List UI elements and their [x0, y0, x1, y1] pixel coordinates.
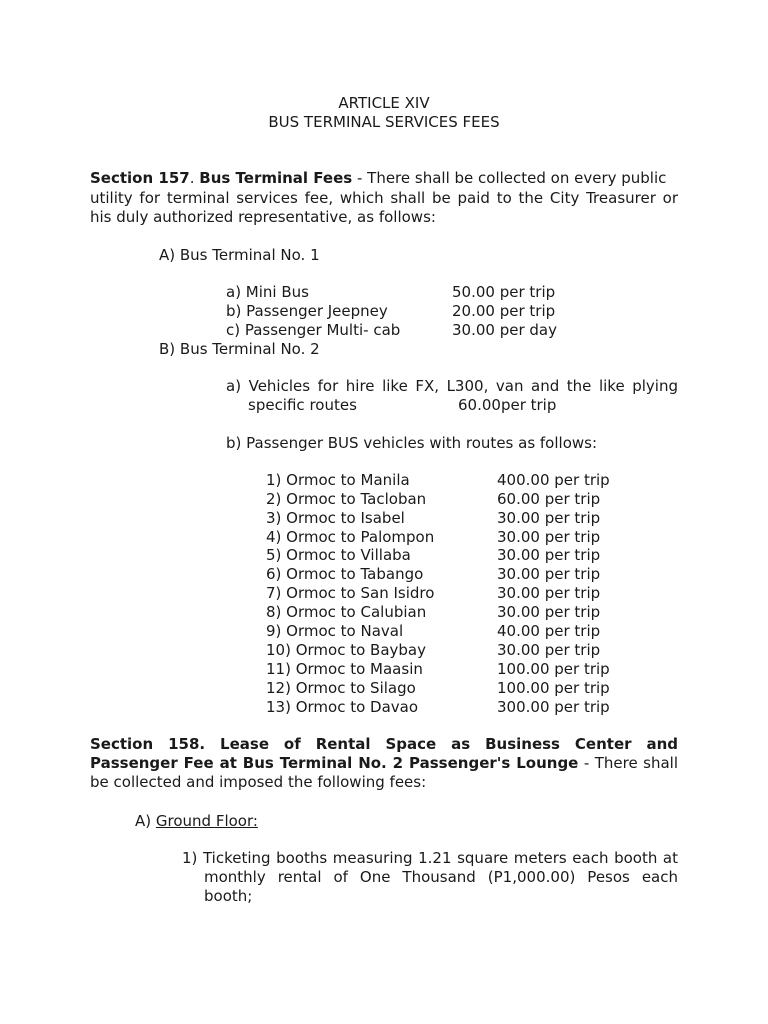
- section-157-line: utility for terminal services fee, which shall be paid to the City Treasurer or: [90, 189, 678, 207]
- route-fee: 400.00 per trip: [497, 471, 610, 489]
- section-157-line: his duly authorized representative, as follows:: [90, 208, 436, 226]
- route-fee: 100.00 per trip: [497, 660, 610, 678]
- ground-floor-title: Ground Floor:: [155, 812, 258, 830]
- route-fee: 30.00 per trip: [497, 603, 601, 621]
- terminal-1-label: A) Bus Terminal No. 1: [159, 246, 320, 264]
- fee-item-name: a) Mini Bus: [226, 283, 309, 301]
- ticketing-booth-line: booth;: [204, 887, 253, 905]
- route-name: 7) Ormoc to San Isidro: [266, 584, 435, 602]
- route-fee: 30.00 per trip: [497, 546, 601, 564]
- route-name: 12) Ormoc to Silago: [266, 679, 416, 697]
- route-name: 6) Ormoc to Tabango: [266, 565, 424, 583]
- vehicles-for-hire-line: specific routes: [248, 396, 357, 414]
- section-158-line: be collected and imposed the following fees:: [90, 773, 427, 791]
- route-name: 11) Ormoc to Maasin: [266, 660, 423, 678]
- ticketing-booth-line: monthly rental of One Thousand (P1,000.00) Pesos each: [204, 868, 678, 886]
- bus-routes-intro: b) Passenger BUS vehicles with routes as follows:: [226, 434, 598, 452]
- route-fee: 30.00 per trip: [497, 565, 601, 583]
- article-number: ARTICLE XIV: [338, 94, 430, 112]
- route-fee: 60.00 per trip: [497, 490, 601, 508]
- fee-item-amount: 50.00 per trip: [452, 283, 556, 301]
- ticketing-booth-line: 1) Ticketing booths measuring 1.21 square meters each booth at: [182, 849, 678, 867]
- section-158-line: Passenger Fee at Bus Terminal No. 2 Passenger's Lounge - There shall: [90, 754, 678, 772]
- terminal-2-label: B) Bus Terminal No. 2: [159, 340, 320, 358]
- route-name: 2) Ormoc to Tacloban: [266, 490, 427, 508]
- section-158-heading: Section 158. Lease of Rental Space as Business Center and: [90, 735, 678, 753]
- section-157-title: Bus Terminal Fees: [199, 169, 353, 187]
- route-name: 3) Ormoc to Isabel: [266, 509, 405, 527]
- route-name: 1) Ormoc to Manila: [266, 471, 410, 489]
- route-fee: 40.00 per trip: [497, 622, 601, 640]
- route-name: 5) Ormoc to Villaba: [266, 546, 411, 564]
- fee-item-name: c) Passenger Multi- cab: [226, 321, 401, 339]
- route-fee: 30.00 per trip: [497, 528, 601, 546]
- route-name: 8) Ormoc to Calubian: [266, 603, 427, 621]
- article-title: BUS TERMINAL SERVICES FEES: [268, 113, 500, 131]
- route-fee: 30.00 per trip: [497, 584, 601, 602]
- route-name: 10) Ormoc to Baybay: [266, 641, 426, 659]
- route-name: 13) Ormoc to Davao: [266, 698, 419, 716]
- fee-item-amount: 30.00 per day: [452, 321, 557, 339]
- section-157-first-line: Section 157. Bus Terminal Fees - There shall be collected on every public: [90, 169, 667, 187]
- route-fee: 300.00 per trip: [497, 698, 610, 716]
- route-name: 4) Ormoc to Palompon: [266, 528, 435, 546]
- section-157-number: Section 157: [90, 169, 190, 187]
- route-fee: 100.00 per trip: [497, 679, 610, 697]
- fee-item-amount: 20.00 per trip: [452, 302, 556, 320]
- vehicles-for-hire-line: a) Vehicles for hire like FX, L300, van and the like plying: [226, 377, 678, 395]
- vehicles-for-hire-fee: 60.00per trip: [458, 396, 557, 414]
- route-fee: 30.00 per trip: [497, 641, 601, 659]
- route-name: 9) Ormoc to Naval: [266, 622, 404, 640]
- ground-floor-label: A) Ground Floor:: [135, 812, 258, 830]
- route-fee: 30.00 per trip: [497, 509, 601, 527]
- section-158-heading-cont: Passenger Fee at Bus Terminal No. 2 Passenger's Lounge: [90, 754, 579, 772]
- fee-item-name: b) Passenger Jeepney: [226, 302, 388, 320]
